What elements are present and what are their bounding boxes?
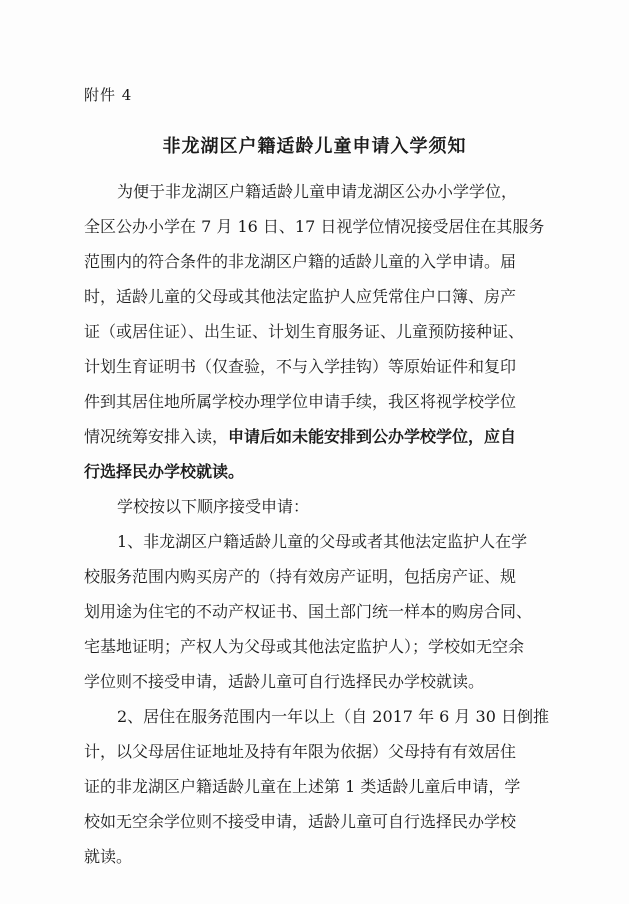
document-title: 非龙湖区户籍适龄儿童申请入学须知: [162, 136, 467, 157]
item-2-line-5: 就读。: [84, 847, 133, 866]
item-1-line-1: 1、非龙湖区户籍适龄儿童的父母或者其他法定监护人在学: [117, 532, 528, 551]
paragraph-1-line-6: 计划生育证明书（仅查验，不与入学挂钩）等原始证件和复印: [84, 357, 517, 376]
paragraph-1-line-2: 全区公办小学在 7 月 16 日、17 日视学位情况接受居住在其服务: [84, 217, 545, 236]
paragraph-1-line-3: 范围内的符合条件的非龙湖区户籍的适龄儿童的入学申请。届: [84, 252, 517, 271]
item-2-line-1: 2、居住在服务范围内一年以上（自 2017 年 6 月 30 日倒推: [117, 707, 549, 726]
paragraph-1-line-9: 行选择民办学校就读。: [84, 462, 245, 481]
item-2-line-3: 证的非龙湖区户籍适龄儿童在上述第 1 类适龄儿童后申请，学: [84, 777, 521, 796]
item-2-line-4: 校如无空余学位则不接受申请，适龄儿童可自行选择民办学校: [84, 812, 517, 831]
attachment-label: 附件 4: [84, 86, 133, 104]
paragraph-1-line-5: 证（或居住证）、出生证、计划生育服务证、儿童预防接种证、: [84, 322, 525, 341]
paragraph-1-line-8: [84, 427, 516, 447]
item-1-line-4: 宅基地证明；产权人为父母或其他法定监护人）；学校如无空余: [84, 637, 525, 656]
paragraph-1-line-1: 为便于非龙湖区户籍适龄儿童申请龙湖区公办小学学位，: [117, 182, 518, 201]
item-1-line-2: 校服务范围内购买房产的（持有效房产证明，包括房产证、规: [84, 567, 517, 586]
paragraph-1-line-4: 时，适龄儿童的父母或其他法定监护人应凭常住户口簿、房产: [84, 287, 517, 306]
paragraph-2-line-1: 学校按以下顺序接受申请：: [117, 497, 310, 516]
paragraph-1-line-7: 件到其居住地所属学校办理学位申请手续，我区将视学校学位: [84, 392, 517, 411]
item-2-line-2: 计，以父母居住证地址及持有年限为依据）父母持有有效居住: [84, 742, 517, 761]
paragraph-1-line-8-bold: 申请后如未能安排到公办学校学位，应自: [228, 427, 517, 446]
item-1-line-3: 划用途为住宅的不动产权证书、国土部门统一样本的购房合同、: [84, 602, 533, 621]
paragraph-1-line-8-normal: 情况统筹安排入读，: [84, 427, 229, 446]
item-1-line-5: 学位则不接受申请，适龄儿童可自行选择民办学校就读。: [84, 672, 485, 691]
